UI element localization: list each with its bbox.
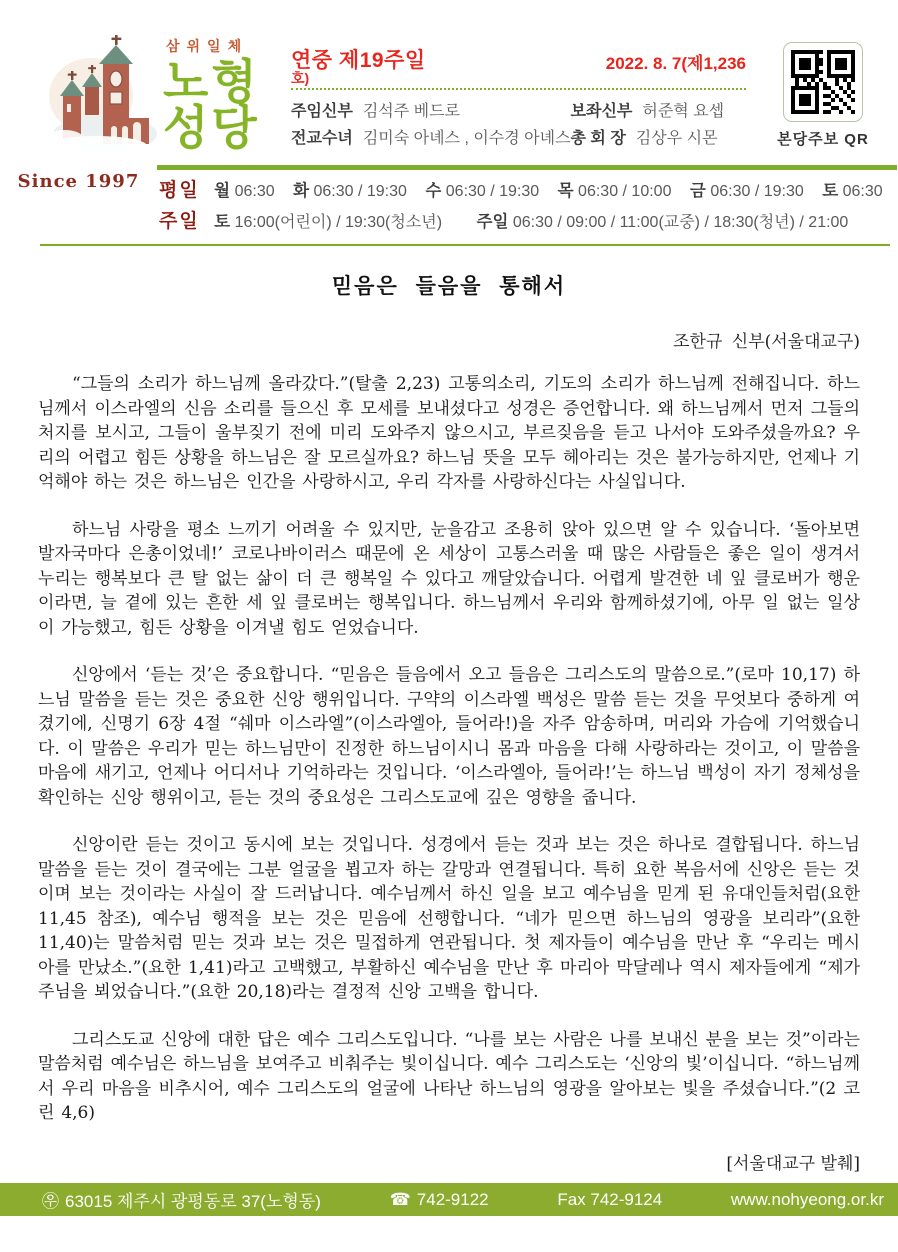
weekday-schedule-row	[159, 175, 897, 202]
article-title: 믿음은 들음을 통해서	[331, 275, 567, 298]
issue-number-wrap: 호)	[291, 70, 310, 86]
qr-code-pattern	[791, 50, 855, 114]
qr-code	[783, 42, 863, 122]
article	[0, 246, 898, 1174]
footer-address: ㉾ 63015 제주시 광평동로 37(노형동)	[42, 1192, 321, 1211]
footer-phone: ☎ 742-9122	[389, 1189, 489, 1209]
header	[0, 0, 898, 161]
schedule-item-mon: 월 06:30	[214, 182, 275, 200]
issue-date: 2022. 8. 7(제1,236	[605, 54, 746, 73]
church-name-line1: 노형	[163, 55, 260, 108]
schedule-band	[0, 165, 898, 244]
footer-bar	[0, 1183, 898, 1216]
logo-block	[163, 34, 285, 155]
staff-list	[291, 98, 746, 148]
phone-icon: ☎	[389, 1189, 411, 1209]
schedule-item-sat-vigil: 토 16:00(어린이) / 19:30(청소년)	[214, 213, 443, 231]
staff-sisters: 전교수녀 김미숙 아녜스 , 이수경 아녜스	[291, 130, 571, 147]
church-name-line2: 성당	[163, 101, 260, 155]
article-source: [서울대교구 발췌]	[726, 1153, 860, 1174]
church-column	[45, 34, 163, 161]
staff-president: 총 회 장 김상우 시몬	[570, 130, 718, 147]
staff-pastor: 주임신부 김석주 베드로	[291, 103, 461, 120]
season-title: 연중 제19주일	[291, 49, 426, 72]
article-paragraph: 그리스도교 신앙에 대한 답은 예수 그리스도입니다. “나를 보는 사람은 나를 보내신 분을 보는 것”이라는 말씀처럼 예수님은 하느님을 보여주고 비춰주는 빛이십니다. 예수 그리스도는 ‘신앙의 빛’이십니다. “하느님께서 우리 마음을 비추시어, 예수 그리스도의 얼굴에 나타난 하느님의 영광을 알아보는 빛을 주셨습니다.”(2 코린 4,6)	[38, 1029, 860, 1123]
article-paragraph: 신앙에서 ‘듣는 것’은 중요합니다. “믿음은 들음에서 오고 들음은 그리스도의 말씀으로.”(로마 10,17) 하느님 말씀을 듣는 것은 중요한 신앙 행위입니다. 구약의 이스라엘 백성은 말씀 듣는 것을 무엇보다 중하게 여겼기에, 신명기 6장 4절 “쉐마 이스라엘”(이스라엘아, 들어라!)을 자주 암송하며, 머리와 가슴에 기억했습니다. 이 말씀은 우리가 믿는 하느님만이 진정한 하느님이시니 몸과 마음을 다해 사랑하라는 것이고, 이 말씀을 마음에 새기고, 언제나 어디서나 기억하라는 것입니다. ‘이스라엘아, 들어라!’는 하느님 백성이 자기 정체성을 확인하는 신앙 행위이고, 듣는 것의 중요성은 그리스도교에 깊은 영향을 줍니다.	[38, 665, 860, 808]
schedule-item-wed: 수 06:30 / 19:30	[425, 182, 540, 200]
footer-fax: Fax 742-9124	[557, 1189, 663, 1209]
weekday-label: 평일	[159, 180, 200, 201]
dotted-divider	[291, 88, 746, 90]
schedule-item-sunday: 주일 06:30 / 09:00 / 11:00(교중) / 18:30(청년) / 21:00	[476, 213, 849, 231]
postal-code-icon: ㉾	[42, 1192, 59, 1211]
schedule-item-sat: 토 06:30	[822, 182, 883, 200]
sunday-label: 주일	[159, 211, 200, 232]
footer-website: www.nohyeong.or.kr	[730, 1189, 884, 1209]
article-paragraph: 신앙이란 듣는 것이고 동시에 보는 것입니다. 성경에서 듣는 것과 보는 것은 하나로 결합됩니다. 하느님 말씀을 듣는 것이 결국에는 그분 얼굴을 뵙고자 하는 갈망과 연결됩니다. 특히 요한 복음서에 신앙은 듣는 것이며 보는 것이라는 사실이 잘 드러납니다. 예수님께서 하신 일을 보고 예수님을 믿게 된 유대인들처럼(요한 11,45 참조), 예수님 행적을 보는 것은 믿음에 선행합니다. “네가 믿으면 하느님의 영광을 보리라”(요한 11,40)는 말씀처럼 믿는 것과 보는 것은 밀접하게 연관됩니다. 첫 제자들이 예수님을 만난 후 “우리는 메시아를 만났소.”(요한 1,41)라고 고백했고, 부활하신 예수님을 만난 후 마리아 막달레나 역시 제자들에게 “제가 주님을 뵈었습니다.”(요한 20,18)라는 결정적 신앙 고백을 합니다.	[38, 835, 860, 1002]
mass-schedule	[157, 165, 897, 244]
schedule-item-fri: 금 06:30 / 19:30	[689, 182, 804, 200]
article-author: 조한규 신부(서울대교구)	[673, 332, 860, 352]
church-illustration	[45, 34, 159, 156]
staff-assistant: 보좌신부 허준혁 요셉	[570, 103, 725, 120]
qr-caption: 본당주보 QR	[777, 131, 869, 148]
sunday-schedule-row	[159, 206, 897, 233]
qr-column	[756, 34, 890, 149]
trinity-label: 삼위일체	[166, 38, 249, 54]
since-label: Since 1997	[17, 171, 140, 192]
header-middle	[285, 34, 756, 148]
schedule-item-thu: 목 06:30 / 10:00	[557, 182, 672, 200]
schedule-item-tue: 화 06:30 / 19:30	[293, 182, 407, 200]
season-line	[291, 44, 746, 74]
article-paragraph: 하느님 사랑을 평소 느끼기 어려울 수 있지만, 눈을감고 조용히 앉아 있으면 알 수 있습니다. ‘돌아보면 발자국마다 은총이었네!’ 코로나바이러스 때문에 온 세상이 고통스러울 때 많은 사람들은 좋은 일이 생겨서 누리는 행복보다 큰 탈 없는 삶이 더 큰 행복일 수 있다고 깨달았습니다. 어렵게 발견한 네 잎 클로버가 행운이라면, 늘 곁에 있는 흔한 세 잎 클로버는 행복입니다. 하느님께서 우리와 함께하셨기에, 아무 일 없는 일상이 가능했고, 힘든 상황을 이겨낼 힘도 얻었습니다.	[38, 519, 860, 638]
article-paragraph: “그들의 소리가 하느님께 올라갔다.”(탈출 2,23) 고통의소리, 기도의 소리가 하느님께 전해집니다. 하느님께서 이스라엘의 신음 소리를 들으신 후 모세를 보내셨다고 성경은 증언합니다. 왜 하느님께서 먼저 그들의 처지를 보시고, 그들이 울부짖기 전에 미리 도와주지 않으시고, 부르짖음을 듣고 나서야 도와주셨을까요? 우리의 어렵고 힘든 상황을 하느님은 잘 모르실까요? 하느님 뜻을 모두 헤아리는 것은 불가능하지만, 언제나 기억해야 하는 것은 하느님은 인간을 사랑하시고, 우리 각자를 사랑하신다는 사실입니다.	[38, 374, 860, 492]
